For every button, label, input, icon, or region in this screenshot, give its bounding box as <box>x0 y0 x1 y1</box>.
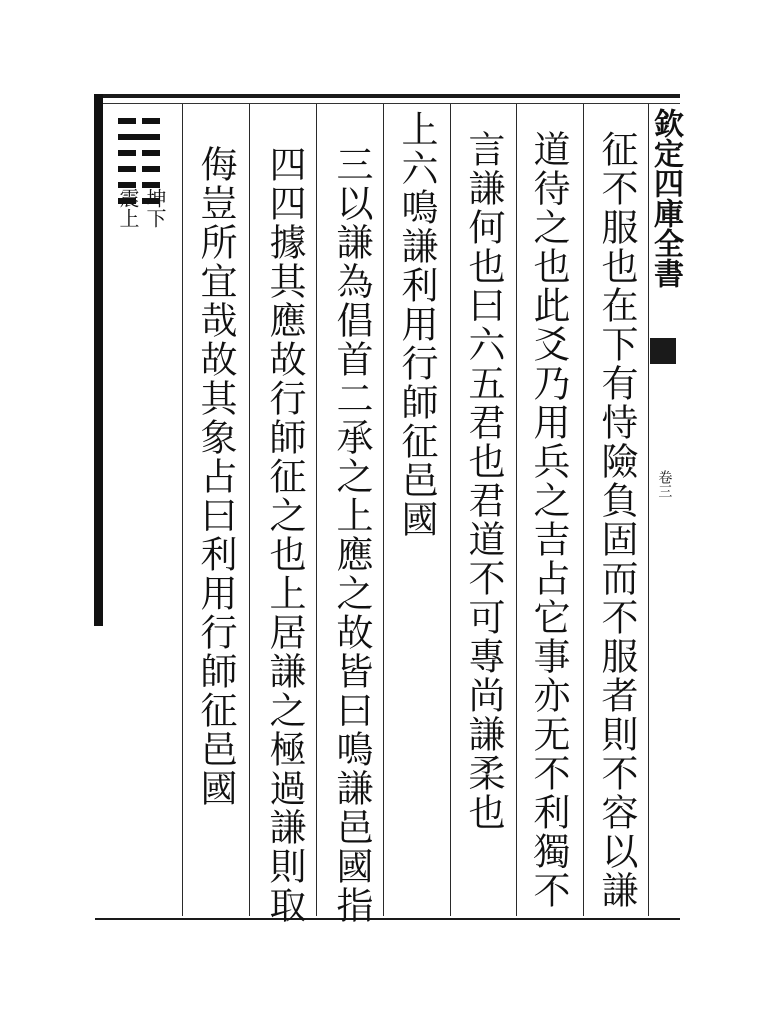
column-rule <box>516 104 517 916</box>
fishtail-mark <box>650 338 676 364</box>
text-column-7: 侮豈所宜哉故其象占曰利用行師征邑國 <box>194 145 237 808</box>
left-spine-bar <box>94 94 103 626</box>
bottom-border <box>95 918 680 920</box>
book-title: 欽定四庫全書 <box>648 108 683 288</box>
hexagram-upper-label: 坤下 <box>143 188 167 228</box>
column-rule <box>450 104 451 916</box>
hexagram-lower-label: 震上 <box>116 188 140 228</box>
text-column-4: 上六鳴謙利用行師征邑國 <box>395 110 438 539</box>
column-rule <box>182 104 183 916</box>
column-rule <box>383 104 384 916</box>
top-inner-border <box>100 103 680 104</box>
text-column-6: 四四據其應故行師征之也上居謙之極過謙則取 <box>263 145 306 925</box>
top-border <box>100 94 680 98</box>
column-rule <box>249 104 250 916</box>
text-column-1: 征不服也在下有恃險負固而不服者則不容以謙 <box>595 130 638 910</box>
column-rule <box>583 104 584 916</box>
text-column-3: 言謙何也曰六五君也君道不可專尚謙柔也 <box>462 130 505 832</box>
volume-label: 卷三 <box>656 470 673 498</box>
column-rule <box>316 104 317 916</box>
text-column-2: 道待之也此爻乃用兵之吉占它事亦无不利獨不 <box>527 130 570 910</box>
text-column-5: 三以謙為倡首二承之上應之故皆曰鳴謙邑國指 <box>330 145 373 925</box>
